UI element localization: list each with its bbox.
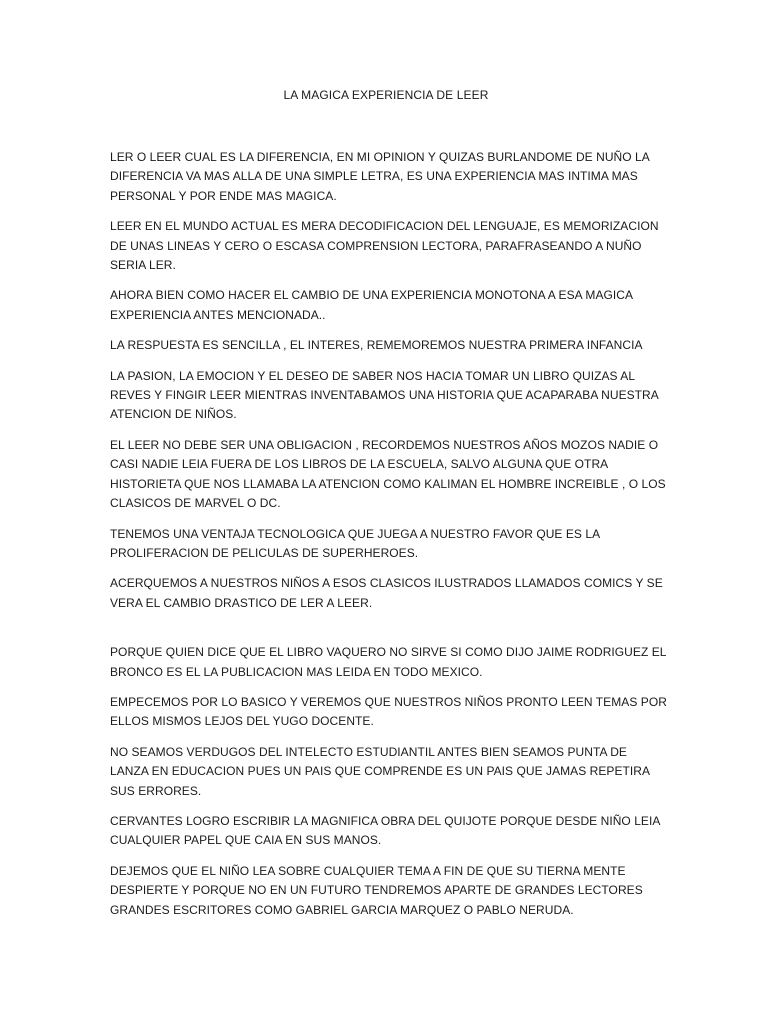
paragraph: EMPECEMOS POR LO BASICO Y VEREMOS QUE NUESTROS NIÑOS PRONTO LEEN TEMAS POR ELLOS MISMOS LEJOS DEL YUGO DOCENTE. — [110, 694, 667, 729]
paragraph: TENEMOS UNA VENTAJA TECNOLOGICA QUE JUEGA A NUESTRO FAVOR QUE ES LA PROLIFERACION DE PELICULAS DE SUPERHEROES. — [110, 526, 600, 560]
paragraph: CERVANTES LOGRO ESCRIBIR LA MAGNIFICA OBRA DEL QUIJOTE PORQUE DESDE NIÑO LEIA CUALQUIER PAPEL QUE CAIA EN SUS MANOS. — [110, 813, 660, 848]
paragraph: PORQUE QUIEN DICE QUE EL LIBRO VAQUERO NO SIRVE SI COMO DIJO JAIME RODRIGUEZ EL BRONCO ES EL LA PUBLICACION MAS LEIDA EN TODO MEXICO. — [110, 645, 667, 679]
paragraph: DEJEMOS QUE EL NIÑO LEA SOBRE CUALQUIER TEMA A FIN DE QUE SU TIERNA MENTE DESPIERTE Y PORQUE NO EN UN FUTURO TENDREMOS APARTE DE GRANDES LECTORES GRANDES ESCRITORES COMO GABRIEL GARCIA MARQUEZ O PABLO NERUDA. — [110, 863, 643, 917]
paragraph: EL LEER NO DEBE SER UNA OBLIGACION , RECORDEMOS NUESTROS AÑOS MOZOS NADIE O CASI NADIE LEIA FUERA DE LOS LIBROS DE LA ESCUELA, SALVO ALGUNA QUE OTRA HISTORIETA QUE NOS LLAMABA LA ATENCION COMO KALIMAN EL HOMBRE INCREIBLE , O LOS CLASICOS DE MARVEL O DC. — [110, 437, 666, 511]
paragraph: LA PASION, LA EMOCION Y EL DESEO DE SABER NOS HACIA TOMAR UN LIBRO QUIZAS AL REVES Y FINGIR LEER MIENTRAS INVENTABAMOS UNA HISTORIA QUE ACAPARABA NUESTRA ATENCION DE NIÑOS. — [110, 368, 659, 422]
paragraph: LA RESPUESTA ES SENCILLA , EL INTERES, REMEMOREMOS NUESTRA PRIMERA INFANCIA — [110, 338, 643, 353]
paragraph: AHORA BIEN COMO HACER EL CAMBIO DE UNA EXPERIENCIA MONOTONA A ESA MAGICA EXPERIENCIA ANTES MENCIONADA.. — [110, 288, 633, 322]
paragraph: NO SEAMOS VERDUGOS DEL INTELECTO ESTUDIANTIL ANTES BIEN SEAMOS PUNTA DE LANZA EN EDUCACION PUES UN PAIS QUE COMPRENDE ES UN PAIS QUE JAMAS REPETIRA SUS ERRORES. — [110, 744, 650, 798]
paragraph: LEER EN EL MUNDO ACTUAL ES MERA DECODIFICACION DEL LENGUAJE, ES MEMORIZACION DE UNAS LINEAS Y CERO O ESCASA COMPRENSION LECTORA, PARAFRASEANDO A NUÑO SERIA LER. — [110, 219, 659, 273]
paragraph: LER O LEER CUAL ES LA DIFERENCIA, EN MI OPINION Y QUIZAS BURLANDOME DE NUÑO LA DIFERENCIA VA MAS ALLA DE UNA SIMPLE LETRA, ES UNA EXPERIENCIA MAS INTIMA MAS PERSONAL Y POR ENDE MAS MAGICA. — [110, 150, 650, 203]
document-body — [110, 148, 668, 920]
document-title: LA MAGICA EXPERIENCIA DE LEER — [283, 88, 489, 102]
paragraph: ACERQUEMOS A NUESTROS NIÑOS A ESOS CLASICOS ILUSTRADOS LLAMADOS COMICS Y SE VERA EL CAMBIO DRASTICO DE LER A LEER. — [110, 576, 663, 610]
